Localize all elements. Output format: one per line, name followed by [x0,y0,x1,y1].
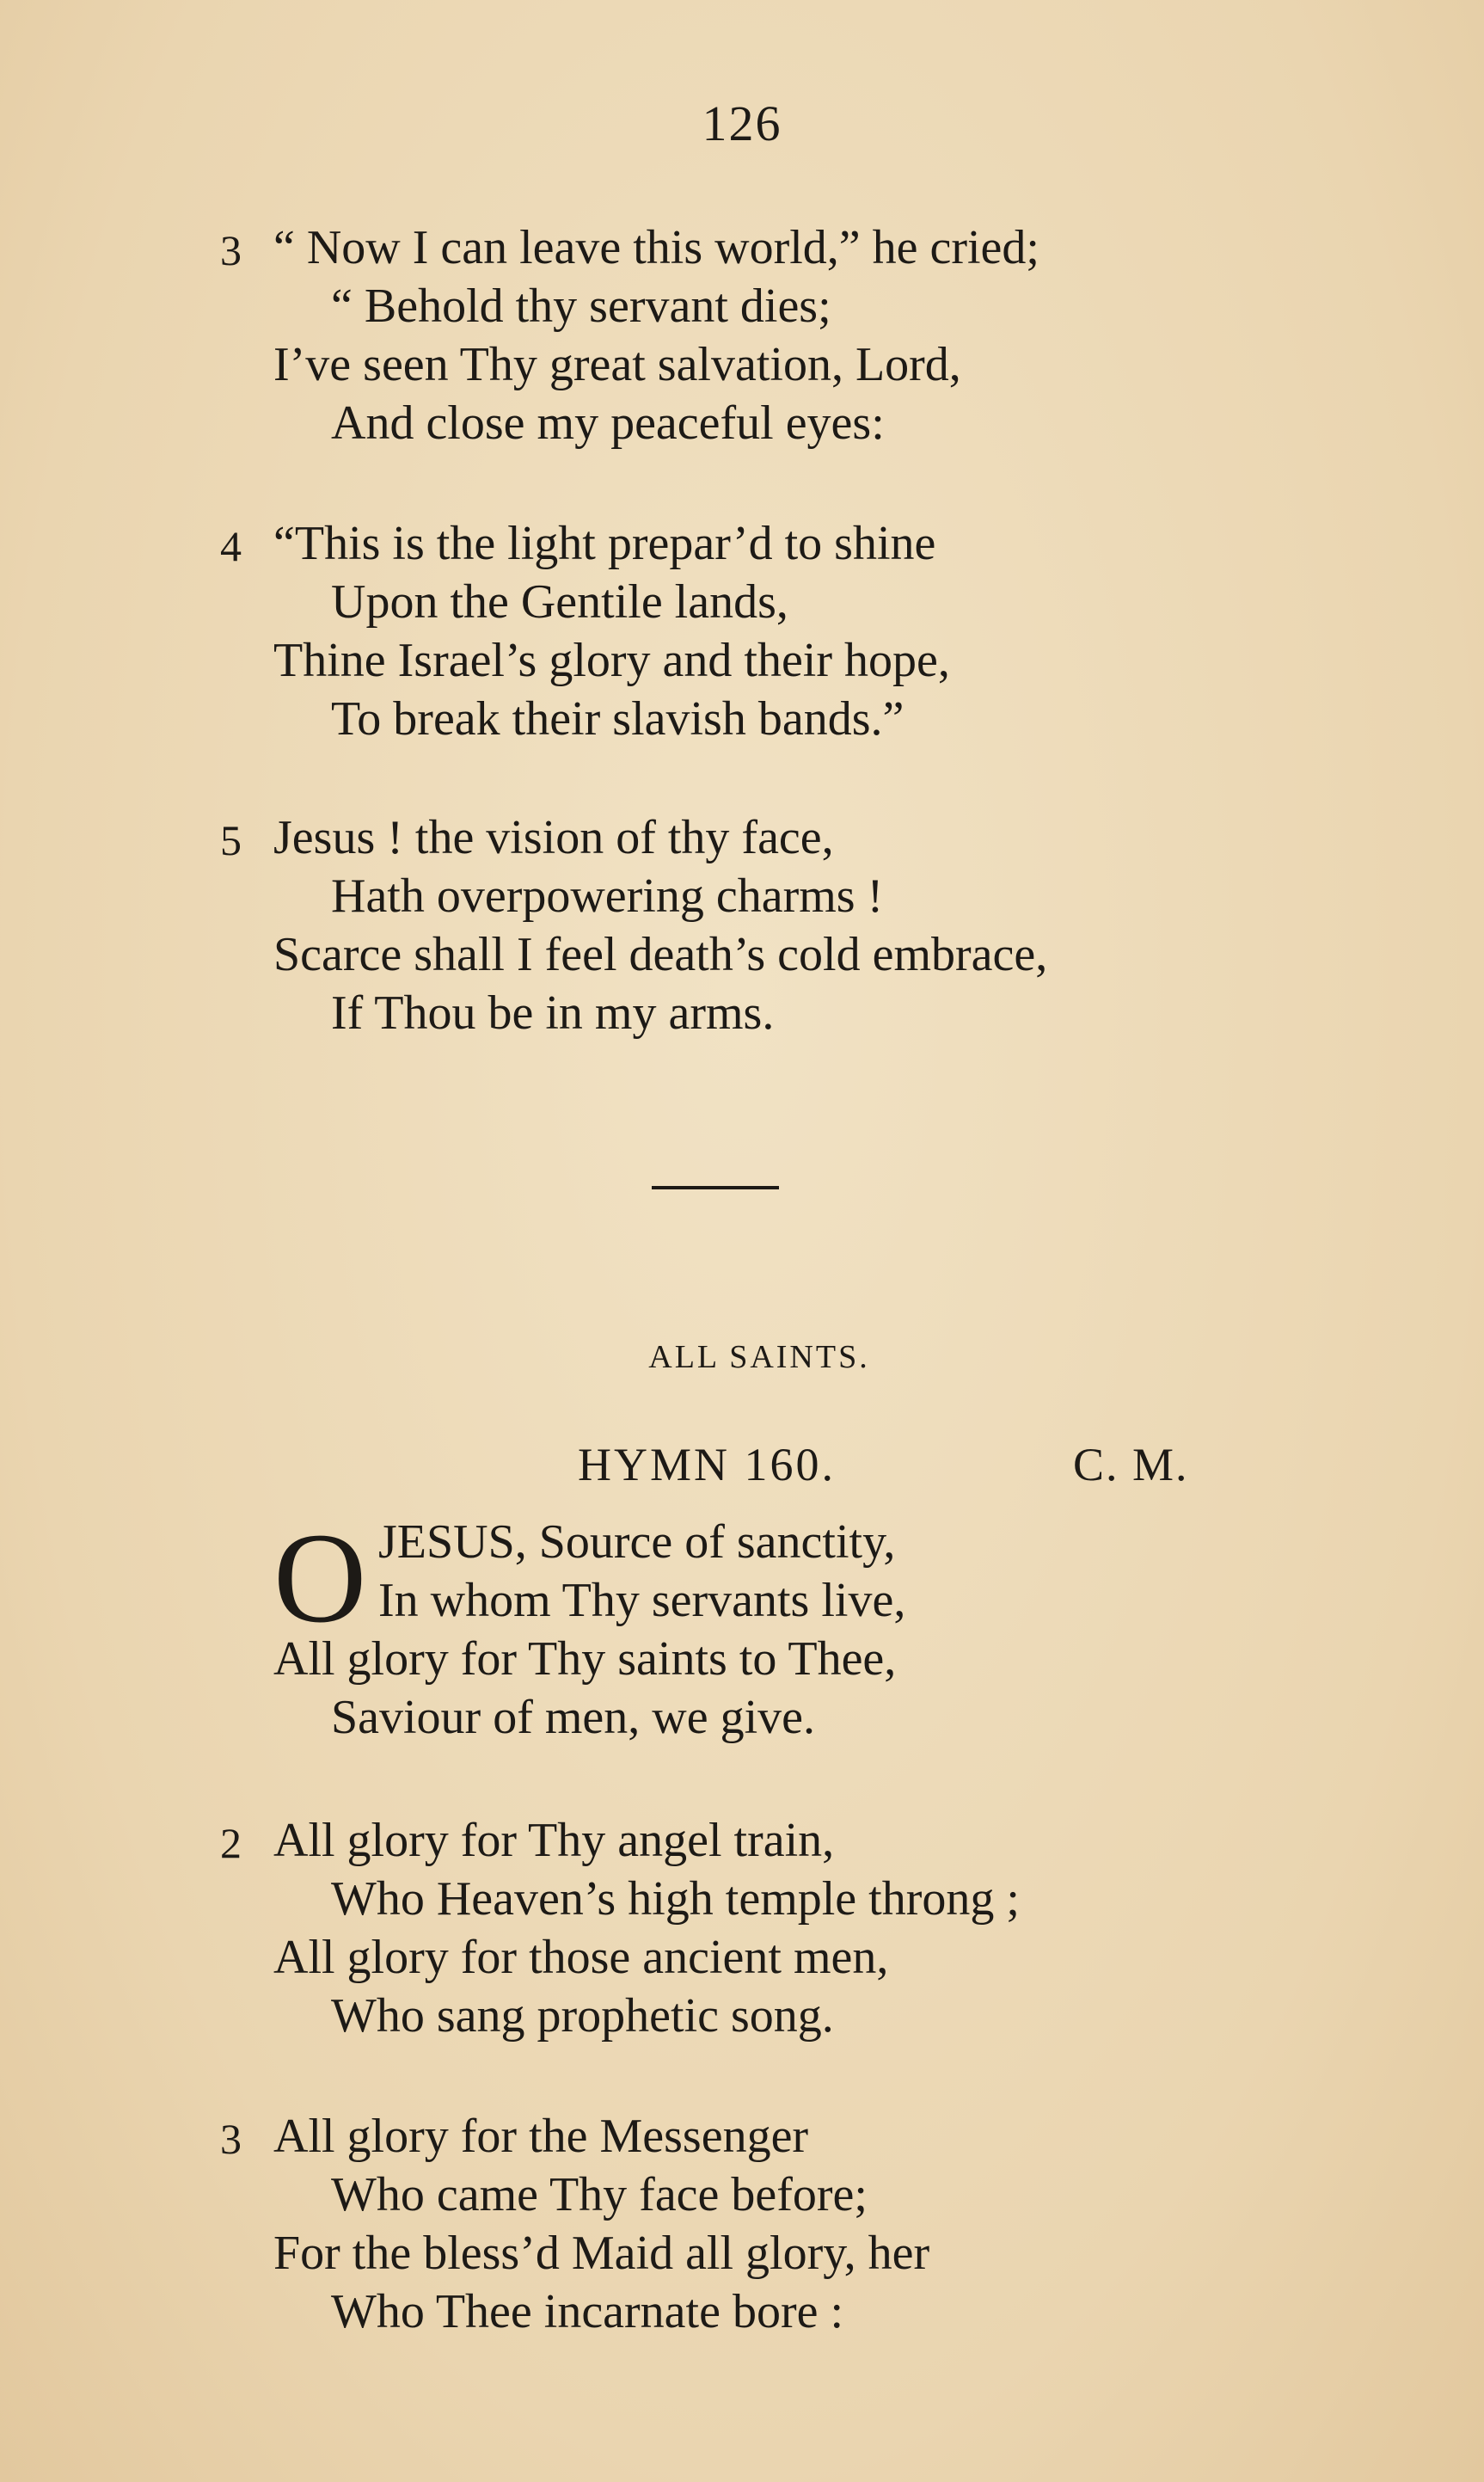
verse-line: Scarce shall I feel death’s cold embrace, [273,928,1048,981]
verse-line: Upon the Gentile lands, [331,575,788,629]
verse-line: And close my peaceful eyes: [331,396,885,450]
verse-line: “ Behold thy servant dies; [331,280,831,333]
verse-line: Jesus ! the vision of thy face, [273,811,834,864]
verse-line: Who sang prophetic song. [331,1989,834,2043]
section-title: ALL SAINTS. [648,1339,870,1375]
page-number: 126 [702,95,782,151]
verse-line: For the bless’d Maid all glory, her [273,2227,930,2280]
verse-line: Who came Thy face before; [331,2168,868,2221]
hymn-title: HYMN 160. [578,1439,837,1490]
verse-number: 3 [220,226,242,274]
verse-line: If Thou be in my arms. [331,986,775,1040]
verse-line: Who Heaven’s high temple throng ; [331,1872,1020,1926]
verse-line: “ Now I can leave this world,” he cried; [273,221,1039,274]
verse-line: All glory for the Messenger [273,2110,809,2163]
verse-line: JESUS, Source of sanctity, [378,1515,896,1569]
verse-line: Who Thee incarnate bore : [331,2285,844,2338]
verse-line: Hath overpowering charms ! [331,869,884,923]
verse-line: I’ve seen Thy great salvation, Lord, [273,338,961,391]
verse-line: Saviour of men, we give. [331,1691,815,1744]
section-divider [652,1186,779,1189]
verse-line: To break their slavish bands.” [331,692,905,746]
verse-line: All glory for those ancient men, [273,1931,889,1984]
verse-number: 2 [220,1819,242,1867]
verse-number: 3 [220,2115,242,2163]
drop-cap: O [273,1507,367,1650]
verse-line: All glory for Thy angel train, [273,1814,835,1867]
verse-line: Thine Israel’s glory and their hope, [273,634,950,687]
verse-number: 5 [220,816,242,864]
verse-number: 4 [220,522,242,570]
verse-line: All glory for Thy saints to Thee, [273,1632,897,1686]
hymn-meter: C. M. [1073,1439,1189,1490]
verse-line: “This is the light prepar’d to shine [273,517,936,570]
verse-line: In whom Thy servants live, [378,1574,906,1627]
